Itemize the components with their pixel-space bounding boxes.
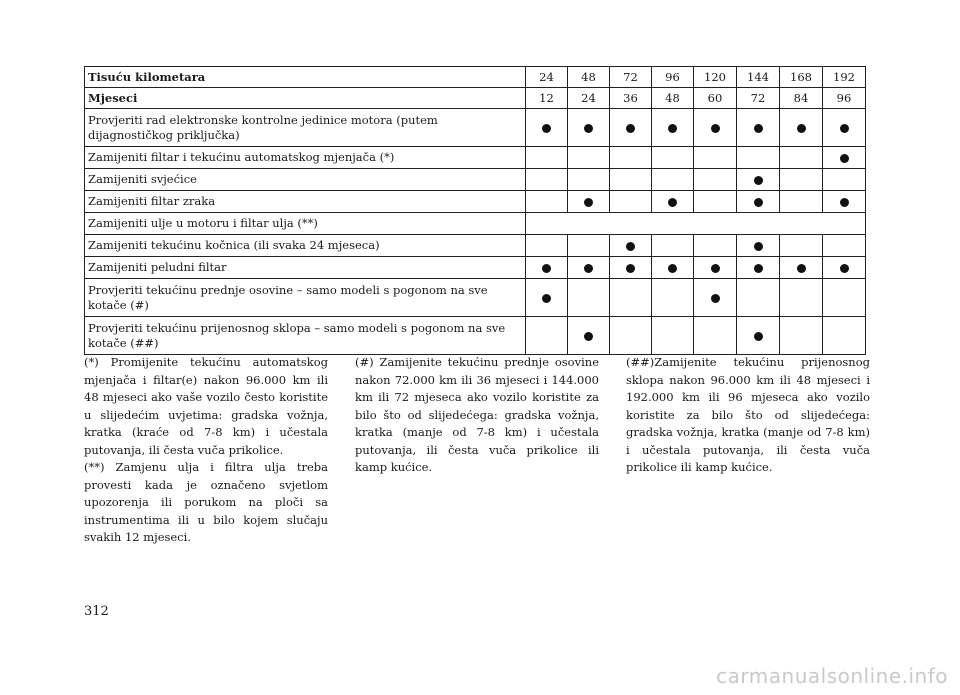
service-dot-icon xyxy=(626,264,635,273)
service-dot-icon xyxy=(584,332,593,341)
service-dot-icon xyxy=(754,264,763,273)
schedule-cell xyxy=(694,279,737,317)
schedule-row xyxy=(85,235,866,257)
schedule-cell xyxy=(823,147,866,169)
schedule-empty-span xyxy=(526,213,866,235)
schedule-cell xyxy=(780,317,823,355)
km-header-row-value: 120 xyxy=(694,67,737,88)
schedule-cell xyxy=(737,235,780,257)
schedule-cell xyxy=(610,191,652,213)
km-header-row-value: 192 xyxy=(823,67,866,88)
service-dot-icon xyxy=(668,264,677,273)
schedule-cell xyxy=(823,169,866,191)
schedule-cell xyxy=(780,257,823,279)
schedule-cell xyxy=(610,169,652,191)
schedule-row xyxy=(85,279,866,317)
notes-column-3 xyxy=(626,354,870,477)
schedule-cell xyxy=(652,191,694,213)
schedule-cell xyxy=(694,109,737,147)
schedule-cell xyxy=(610,257,652,279)
schedule-cell xyxy=(526,257,568,279)
km-header-row-value: 48 xyxy=(568,67,610,88)
schedule-cell xyxy=(780,235,823,257)
service-dot-icon xyxy=(626,242,635,251)
note-front-axle: (#) Zamijenite tekućinu prednje osovine nakon 72.000 km ili 36 mjeseci i 144.000 km ili 72 mjeseca ako vozilo koristite za bilo što od slijedećega: gradska vožnja, kratka (manje od 7-8 km) i učestala putovanja, ili česta vuča prikolice ili kamp kućice. xyxy=(355,355,599,474)
schedule-cell xyxy=(737,257,780,279)
km-header-row-value: 168 xyxy=(780,67,823,88)
schedule-cell xyxy=(568,279,610,317)
service-dot-icon xyxy=(584,124,593,133)
schedule-cell xyxy=(568,109,610,147)
note-transfer-case: (##)Zamijenite tekućinu prijenosnog sklopa nakon 96.000 km ili 48 mjeseci i 192.000 km ili 96 mjeseca ako vozilo koristite za bilo što od slijedećega: gradska vožnja, kratka (manje od 7-8 km) i učestala putovanja, ili česta vuča prikolice ili kamp kućice. xyxy=(626,355,870,474)
schedule-cell xyxy=(823,235,866,257)
schedule-cell xyxy=(568,169,610,191)
service-dot-icon xyxy=(584,198,593,207)
service-dot-icon xyxy=(542,124,551,133)
service-dot-icon xyxy=(754,332,763,341)
months-header-row-value: 96 xyxy=(823,88,866,109)
schedule-cell xyxy=(737,147,780,169)
schedule-cell xyxy=(526,109,568,147)
months-header-row-value: 84 xyxy=(780,88,823,109)
schedule-cell xyxy=(568,191,610,213)
service-dot-icon xyxy=(754,124,763,133)
page-number: 312 xyxy=(84,604,109,619)
service-dot-icon xyxy=(840,124,849,133)
service-dot-icon xyxy=(711,264,720,273)
service-dot-icon xyxy=(711,294,720,303)
schedule-cell xyxy=(737,169,780,191)
schedule-cell xyxy=(737,109,780,147)
schedule-cell xyxy=(526,147,568,169)
service-dot-icon xyxy=(542,264,551,273)
note-automatic-transmission: (*) Promijenite tekućinu automatskog mjenjača i filtar(e) nakon 96.000 km ili 48 mjeseci ako vaše vozilo često koristite u slijedećim uvjetima: gradska vožnja, kratka (kraće od 7-8 km) i učestala putovanja, ili česta vuča prikolice. xyxy=(84,355,328,457)
schedule-cell xyxy=(526,235,568,257)
schedule-cell xyxy=(737,279,780,317)
months-header-row-value: 36 xyxy=(610,88,652,109)
km-header-row-label: Tisuću kilometara xyxy=(85,67,526,88)
months-header-row-value: 12 xyxy=(526,88,568,109)
service-dot-icon xyxy=(840,198,849,207)
km-header-row xyxy=(85,67,866,88)
months-header-row xyxy=(85,88,866,109)
months-header-row-label: Mjeseci xyxy=(85,88,526,109)
schedule-cell xyxy=(694,147,737,169)
schedule-cell xyxy=(568,317,610,355)
service-dot-icon xyxy=(840,264,849,273)
km-header-row-value: 96 xyxy=(652,67,694,88)
watermark: carmanualsonline.info xyxy=(716,664,948,688)
schedule-cell xyxy=(694,169,737,191)
schedule-row-label: Zamijeniti filtar i tekućinu automatskog mjenjača (*) xyxy=(85,147,526,169)
months-header-row-value: 24 xyxy=(568,88,610,109)
schedule-row xyxy=(85,169,866,191)
service-dot-icon xyxy=(797,264,806,273)
schedule-cell xyxy=(780,169,823,191)
schedule-cell xyxy=(823,317,866,355)
schedule-row-label: Provjeriti tekućinu prednje osovine – samo modeli s pogonom na sve kotače (#) xyxy=(85,279,526,317)
months-header-row-value: 48 xyxy=(652,88,694,109)
service-dot-icon xyxy=(754,242,763,251)
schedule-row-label: Zamijeniti tekućinu kočnica (ili svaka 24 mjeseca) xyxy=(85,235,526,257)
schedule-cell xyxy=(823,279,866,317)
notes-column-2 xyxy=(355,354,599,477)
schedule-row-label: Provjeriti tekućinu prijenosnog sklopa – samo modeli s pogonom na sve kotače (##) xyxy=(85,317,526,355)
schedule-cell xyxy=(823,109,866,147)
schedule-cell xyxy=(568,257,610,279)
schedule-row xyxy=(85,109,866,147)
schedule-cell xyxy=(652,279,694,317)
schedule-cell xyxy=(610,235,652,257)
schedule-cell xyxy=(652,257,694,279)
schedule-cell xyxy=(652,235,694,257)
schedule-row-label: Zamijeniti peludni filtar xyxy=(85,257,526,279)
schedule-row xyxy=(85,191,866,213)
km-header-row-value: 72 xyxy=(610,67,652,88)
schedule-cell xyxy=(694,317,737,355)
schedule-row xyxy=(85,213,866,235)
schedule-cell xyxy=(823,257,866,279)
schedule-cell xyxy=(694,191,737,213)
schedule-cell xyxy=(652,109,694,147)
service-dot-icon xyxy=(668,124,677,133)
service-dot-icon xyxy=(840,154,849,163)
schedule-cell xyxy=(568,235,610,257)
service-dot-icon xyxy=(542,294,551,303)
months-header-row-value: 72 xyxy=(737,88,780,109)
schedule-cell xyxy=(737,191,780,213)
schedule-cell xyxy=(780,279,823,317)
schedule-cell xyxy=(737,317,780,355)
maintenance-schedule-table xyxy=(84,66,866,355)
schedule-cell xyxy=(526,191,568,213)
note-engine-oil: (**) Zamjenu ulja i filtra ulja treba provesti kada je označeno svjetlom upozorenja ili porukom na ploči sa instrumentima ili u bilo kojem slučaju svakih 12 mjeseci. xyxy=(84,460,328,544)
service-dot-icon xyxy=(584,264,593,273)
schedule-row-label: Zamijeniti ulje u motoru i filtar ulja (**) xyxy=(85,213,526,235)
schedule-cell xyxy=(568,147,610,169)
service-dot-icon xyxy=(754,176,763,185)
schedule-cell xyxy=(526,169,568,191)
schedule-cell xyxy=(652,147,694,169)
schedule-row xyxy=(85,317,866,355)
schedule-cell xyxy=(526,317,568,355)
service-dot-icon xyxy=(626,124,635,133)
schedule-cell xyxy=(652,317,694,355)
schedule-cell xyxy=(526,279,568,317)
service-dot-icon xyxy=(754,198,763,207)
schedule-cell xyxy=(780,191,823,213)
schedule-cell xyxy=(610,279,652,317)
schedule-cell xyxy=(780,109,823,147)
months-header-row-value: 60 xyxy=(694,88,737,109)
km-header-row-value: 24 xyxy=(526,67,568,88)
schedule-row-label: Provjeriti rad elektronske kontrolne jedinice motora (putem dijagnostičkog priključka) xyxy=(85,109,526,147)
service-dot-icon xyxy=(668,198,677,207)
schedule-row xyxy=(85,257,866,279)
schedule-cell xyxy=(610,109,652,147)
km-header-row-value: 144 xyxy=(737,67,780,88)
notes-column-1 xyxy=(84,354,328,547)
schedule-cell xyxy=(610,317,652,355)
schedule-cell xyxy=(823,191,866,213)
schedule-cell xyxy=(694,257,737,279)
schedule-row-label: Zamijeniti filtar zraka xyxy=(85,191,526,213)
schedule-cell xyxy=(694,235,737,257)
schedule-cell xyxy=(780,147,823,169)
schedule-cell xyxy=(610,147,652,169)
service-dot-icon xyxy=(711,124,720,133)
schedule-row-label: Zamijeniti svjećice xyxy=(85,169,526,191)
schedule-cell xyxy=(652,169,694,191)
schedule-row xyxy=(85,147,866,169)
service-dot-icon xyxy=(797,124,806,133)
